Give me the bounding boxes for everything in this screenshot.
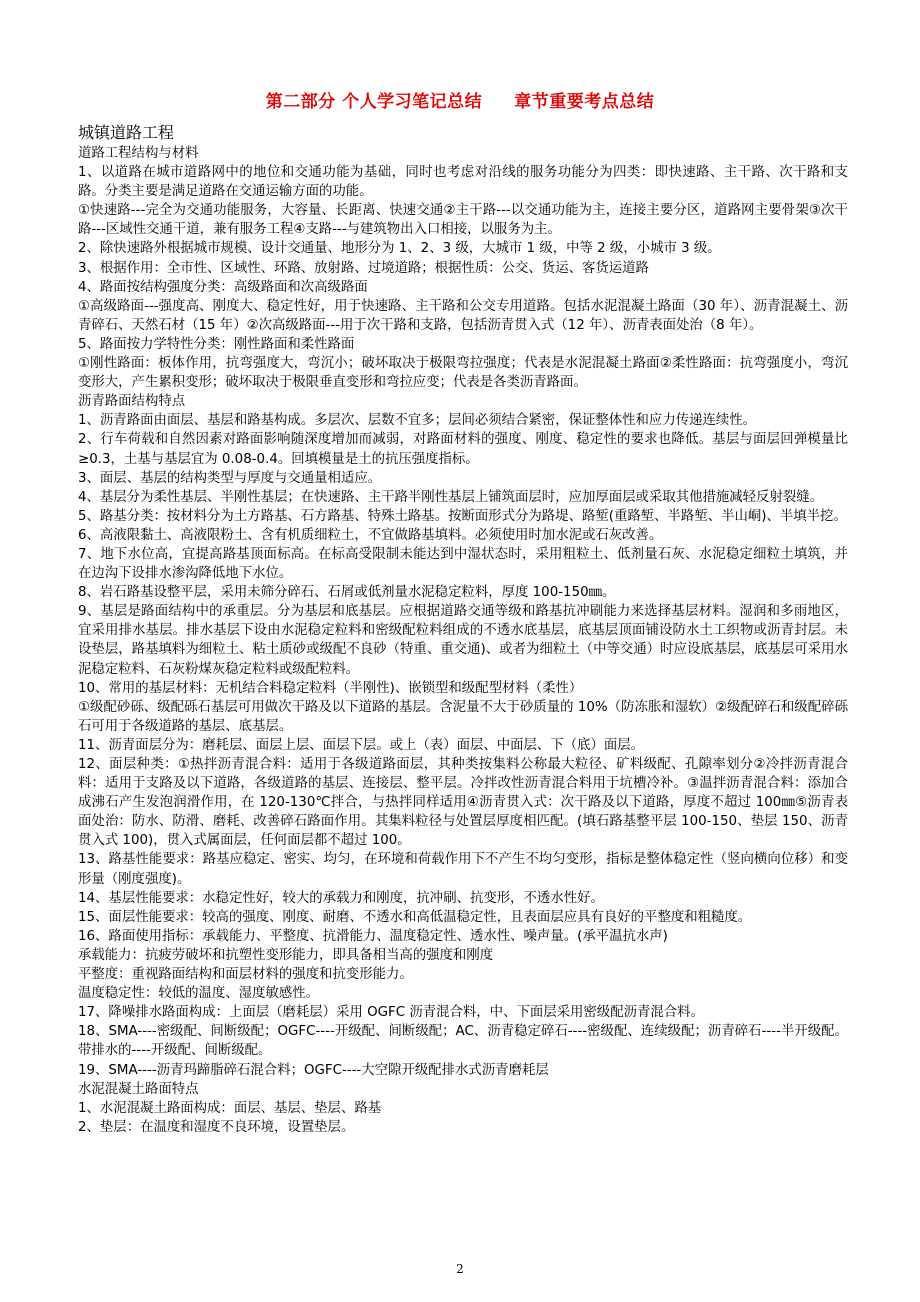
paragraph: 7、地下水位高，宜提高路基顶面标高。在标高受限制未能达到中湿状态时，采用粗粒土、低剂量石灰、水泥稳定细粒土填筑，并在边沟下设排水渗沟降低地下水位。 — [78, 546, 848, 582]
paragraph: 16、路面使用指标：承载能力、平整度、抗滑能力、温度稳定性、透水性、噪声量。(承平温抗水声) — [78, 928, 668, 944]
paragraph: 9、基层是路面结构中的承重层。分为基层和底基层。应根据道路交通等级和路基抗冲刷能力来选择基层材料。湿润和多雨地区，宜采用排水基层。排水基层下设由水泥稳定粒料和密级配粒料组成的不透水底基层，底基层顶面铺设防水土工织物或沥青封层。未设垫层，路基填料为细粒土、粘土质砂或级配不良砂（特重、重交通)、或者为细粒土（中等交通）时应设底基层，底基层可采用水泥稳定粒料、石灰粉煤灰稳定粒料或级配粒料。 — [78, 604, 848, 677]
paragraph: 2、垫层：在温度和湿度不良环境，设置垫层。 — [78, 1119, 355, 1135]
paragraph: 1、沥青路面由面层、基层和路基构成。多层次、层数不宜多；层间必须结合紧密，保证整体性和应力传递连续性。 — [78, 413, 757, 429]
paragraph: 2、除快速路外根据城市规模、设计交通量、地形分为 1、2、3 级，大城市 1 级，中等 2 级，小城市 3 级。 — [78, 241, 721, 257]
paragraph: 1、水泥混凝土路面构成：面层、基层、垫层、路基 — [78, 1100, 382, 1116]
page-title: 第二部分 个人学习笔记总结 章节重要考点总结 — [265, 92, 655, 112]
paragraph: 3、根据作用：全市性、区域性、环路、放射路、过境道路；根据性质：公交、货运、客货运道路 — [78, 260, 649, 276]
section-heading: 城镇道路工程 — [78, 123, 175, 142]
paragraph: 6、高液限黏土、高液限粉土、含有机质细粒土，不宜做路基填料。必须使用时加水泥或石灰改善。 — [78, 527, 663, 543]
paragraph: 17、降噪排水路面构成：上面层（磨耗层）采用 OGFC 沥青混合料，中、下面层采用密级配沥青混合料。 — [78, 1005, 704, 1021]
paragraph: 水泥混凝土路面特点 — [78, 1081, 199, 1097]
page-number: 2 — [456, 1262, 464, 1276]
paragraph: 18、SMA----密级配、间断级配；OGFC----开级配、间断级配；AC、沥青稳定碎石----密级配、连续级配；沥青碎石----半开级配。带排水的----开级配、间断级配。 — [78, 1024, 848, 1059]
paragraph: ①级配砂砾、级配砾石基层可用做次干路及以下道路的基层。含泥量不大于砂质量的 10%（防冻胀和湿软）②级配碎石和级配碎砾石可用于各级道路的基层、底基层。 — [78, 699, 848, 734]
paragraph: 4、路面按结构强度分类：高级路面和次高级路面 — [78, 279, 368, 295]
paragraph: 15、面层性能要求：较高的强度、刚度、耐磨、不透水和高低温稳定性，且表面层应具有良好的平整度和粗糙度。 — [78, 909, 752, 925]
paragraph: 2、行车荷载和自然因素对路面影响随深度增加而减弱，对路面材料的强度、刚度、稳定性的要求也降低。基层与面层回弹模量比≥0.3，土基与基层宜为 0.08-0.4。回填模量是土的抗压强度指标。 — [78, 432, 848, 467]
paragraph: 温度稳定性：较低的温度、湿度敏感性。 — [78, 986, 320, 1002]
paragraph: 13、路基性能要求：路基应稳定、密实、均匀，在环境和荷载作用下不产生不均匀变形，指标是整体稳定性（竖向横向位移）和变形量（刚度强度)。 — [78, 852, 848, 887]
paragraph: 14、基层性能要求：水稳定性好，较大的承载力和刚度，抗冲刷、抗变形，不透水性好。 — [78, 890, 604, 906]
document-body — [78, 122, 848, 1137]
paragraph: 道路工程结构与材料 — [78, 146, 199, 161]
paragraph: 12、面层种类：①热拌沥青混合料：适用于各级道路面层，其种类按集料公称最大粒径、矿料级配、孔隙率划分②冷拌沥青混合料：适用于支路及以下道路，各级道路的基层、连接层、整平层。冷拌改性沥青混合料用于坑槽冷补。③温拌沥青混合料：添加合成沸石产生发泡润滑作用，在 120-130℃拌合，与热拌同样适用④沥青贯入式：次干路及以下道路，厚度不超过 100㎜⑤沥青表面处治：防水、防滑、磨耗、改善碎石路面作用。其集料粒径与处置层厚度相匹配。(填石路基整平层 100-150、垫层 150、沥青贯入式 100)，贯入式属面层，任何面层都不超过 100。 — [78, 757, 848, 849]
paragraph: ①快速路---完全为交通功能服务，大容量、长距离、快速交通②主干路---以交通功能为主，连接主要分区，道路网主要骨架③次干路---区域性交通干道，兼有服务工程④支路---与建筑物出入口相接，以服务为主。 — [78, 203, 848, 238]
paragraph: 承载能力：抗疲劳破坏和抗塑性变形能力，即具备相当高的强度和刚度 — [78, 947, 494, 963]
paragraph-list — [78, 144, 848, 1137]
paragraph: 10、常用的基层材料：无机结合料稳定粒料（半刚性)、嵌锁型和级配型材料（柔性） — [78, 680, 583, 696]
paragraph: 5、路面按力学特性分类：刚性路面和柔性路面 — [78, 336, 355, 352]
paragraph: ①高级路面---强度高、刚度大、稳定性好，用于快速路、主干路和公交专用道路。包括水泥混凝土路面（30 年）、沥青混凝土、沥青碎石、天然石材（15 年）②次高级路面---用于次干路和支路，包括沥青贯入式（12 年）、沥青表面处治（8 年）。 — [78, 298, 848, 333]
paragraph: 4、基层分为柔性基层、半刚性基层；在快速路、主干路半刚性基层上铺筑面层时，应加厚面层或采取其他措施减轻反射裂缝。 — [78, 489, 823, 505]
paragraph: 5、路基分类：按材料分为土方路基、石方路基、特殊土路基。按断面形式分为路堤、路堑(重路堑、半路堑、半山峒)、半填半挖。 — [78, 508, 847, 524]
paragraph: 平整度：重视路面结构和面层材料的强度和抗变形能力。 — [78, 967, 413, 983]
paragraph: 沥青路面结构特点 — [78, 394, 186, 410]
paragraph: ①刚性路面：板体作用，抗弯强度大，弯沉小；破坏取决于极限弯拉强度；代表是水泥混凝土路面②柔性路面：抗弯强度小，弯沉变形大，产生累积变形；破坏取决于极限垂直变形和弯拉应变；代表是各类沥青路面。 — [78, 356, 848, 391]
paragraph: 19、SMA----沥青玛蹄脂碎石混合料；OGFC----大空隙开级配排水式沥青磨耗层 — [78, 1062, 549, 1078]
paragraph: 11、沥青面层分为：磨耗层、面层上层、面层下层。或上（表）面层、中面层、下（底）面层。 — [78, 737, 645, 753]
paragraph: 3、面层、基层的结构类型与厚度与交通量相适应。 — [78, 470, 382, 486]
paragraph: 8、岩石路基设整平层，采用未筛分碎石、石屑或低剂量水泥稳定粒料，厚度 100-150㎜。 — [78, 585, 616, 601]
paragraph: 1、以道路在城市道路网中的地位和交通功能为基础，同时也考虑对沿线的服务功能分为四类：即快速路、主干路、次干路和支路。分类主要是满足道路在交通运输方面的功能。 — [78, 165, 848, 200]
